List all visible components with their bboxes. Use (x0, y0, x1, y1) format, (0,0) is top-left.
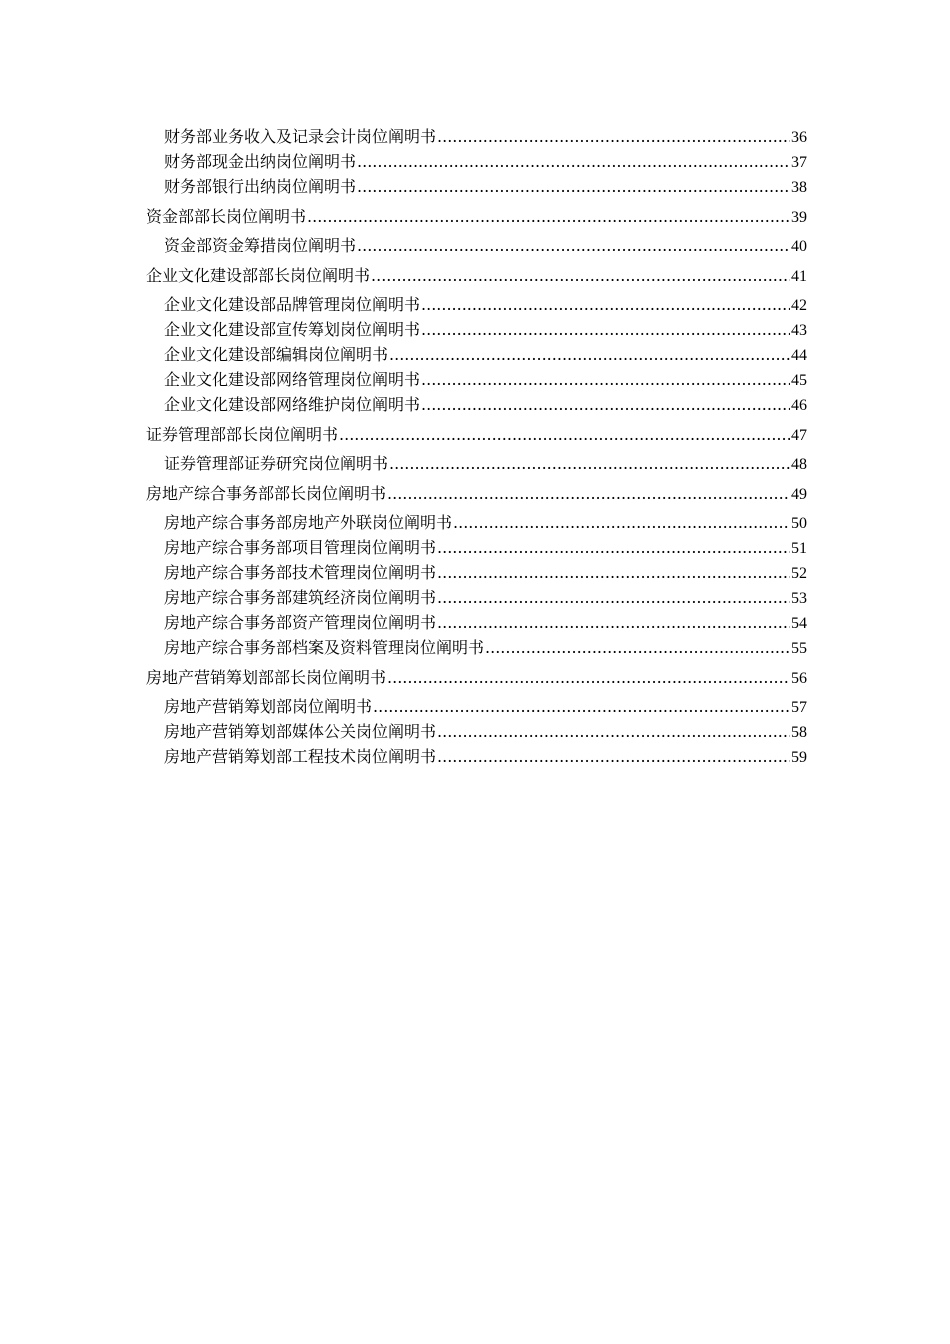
toc-dot-leader (357, 174, 790, 199)
toc-page-number: 50 (791, 515, 807, 532)
toc-entry-title: 财务部业务收入及记录会计岗位阐明书 (164, 127, 437, 146)
toc-dot-leader (421, 317, 790, 342)
toc-entry-title: 资金部资金筹措岗位阐明书 (164, 236, 357, 255)
toc-dot-leader (389, 451, 790, 476)
toc-dot-leader (437, 744, 790, 769)
toc-entry-title: 房地产综合事务部资产管理岗位阐明书 (164, 613, 437, 632)
toc-dot-leader (307, 204, 790, 229)
toc-entry-subsection[interactable] (146, 124, 807, 149)
toc-page-number: 46 (791, 397, 807, 414)
toc-dot-leader (387, 481, 790, 506)
toc-entry-subsection[interactable] (146, 451, 807, 476)
toc-page-number: 49 (791, 486, 807, 503)
toc-entry-section[interactable] (146, 481, 807, 506)
toc-entry-subsection[interactable] (146, 233, 807, 258)
toc-dot-leader (437, 610, 790, 635)
toc-entry-title: 房地产综合事务部项目管理岗位阐明书 (164, 538, 437, 557)
toc-dot-leader (357, 233, 790, 258)
toc-entry-title: 房地产综合事务部技术管理岗位阐明书 (164, 563, 437, 582)
toc-page-number: 41 (791, 268, 807, 285)
toc-page-number: 57 (791, 699, 807, 716)
toc-entry-title: 企业文化建设部网络维护岗位阐明书 (164, 395, 421, 414)
toc-dot-leader (437, 585, 790, 610)
toc-page-number: 36 (791, 129, 807, 146)
toc-dot-leader (357, 149, 790, 174)
toc-page-number: 59 (791, 749, 807, 766)
toc-entry-subsection[interactable] (146, 535, 807, 560)
toc-page-number: 42 (791, 297, 807, 314)
toc-page-number: 37 (791, 154, 807, 171)
toc-dot-leader (389, 342, 790, 367)
toc-dot-leader (371, 263, 790, 288)
toc-entry-title: 房地产营销筹划部媒体公关岗位阐明书 (164, 722, 437, 741)
toc-entry-subsection[interactable] (146, 317, 807, 342)
toc-page-number: 44 (791, 347, 807, 364)
toc-entry-subsection[interactable] (146, 744, 807, 769)
toc-dot-leader (387, 665, 790, 690)
toc-entry-title: 房地产营销筹划部工程技术岗位阐明书 (164, 747, 437, 766)
toc-entry-title: 房地产综合事务部房地产外联岗位阐明书 (164, 513, 453, 532)
toc-page-number: 38 (791, 179, 807, 196)
toc-entry-subsection[interactable] (146, 149, 807, 174)
toc-page-number: 47 (791, 427, 807, 444)
toc-page-number: 53 (791, 590, 807, 607)
toc-entry-title: 资金部部长岗位阐明书 (146, 207, 307, 226)
table-of-contents (146, 124, 807, 769)
toc-dot-leader (485, 635, 790, 660)
toc-entry-subsection[interactable] (146, 635, 807, 660)
toc-entry-section[interactable] (146, 665, 807, 690)
toc-entry-title: 财务部银行出纳岗位阐明书 (164, 177, 357, 196)
toc-dot-leader (421, 367, 790, 392)
toc-page-number: 54 (791, 615, 807, 632)
toc-entry-title: 企业文化建设部部长岗位阐明书 (146, 266, 371, 285)
toc-entry-title: 房地产营销筹划部部长岗位阐明书 (146, 668, 387, 687)
toc-entry-title: 企业文化建设部编辑岗位阐明书 (164, 345, 389, 364)
toc-entry-title: 房地产综合事务部部长岗位阐明书 (146, 484, 387, 503)
toc-entry-section[interactable] (146, 422, 807, 447)
toc-page-number: 56 (791, 670, 807, 687)
toc-dot-leader (437, 535, 790, 560)
toc-entry-title: 财务部现金出纳岗位阐明书 (164, 152, 357, 171)
toc-page-number: 40 (791, 238, 807, 255)
toc-entry-section[interactable] (146, 263, 807, 288)
toc-entry-title: 证券管理部证券研究岗位阐明书 (164, 454, 389, 473)
toc-page-number: 45 (791, 372, 807, 389)
toc-entry-subsection[interactable] (146, 719, 807, 744)
toc-entry-title: 房地产综合事务部档案及资料管理岗位阐明书 (164, 638, 485, 657)
toc-entry-title: 房地产综合事务部建筑经济岗位阐明书 (164, 588, 437, 607)
toc-entry-subsection[interactable] (146, 560, 807, 585)
toc-entry-title: 房地产营销筹划部岗位阐明书 (164, 697, 373, 716)
toc-dot-leader (453, 510, 790, 535)
toc-page-number: 48 (791, 456, 807, 473)
toc-entry-subsection[interactable] (146, 585, 807, 610)
toc-page-number: 58 (791, 724, 807, 741)
toc-page-number: 43 (791, 322, 807, 339)
toc-page-number: 52 (791, 565, 807, 582)
toc-page-number: 51 (791, 540, 807, 557)
toc-entry-title: 企业文化建设部品牌管理岗位阐明书 (164, 295, 421, 314)
toc-entry-subsection[interactable] (146, 510, 807, 535)
toc-dot-leader (421, 292, 790, 317)
toc-dot-leader (437, 124, 790, 149)
toc-page-number: 55 (791, 640, 807, 657)
toc-dot-leader (373, 694, 790, 719)
toc-entry-subsection[interactable] (146, 610, 807, 635)
toc-entry-subsection[interactable] (146, 342, 807, 367)
toc-dot-leader (437, 719, 790, 744)
toc-dot-leader (339, 422, 790, 447)
toc-entry-subsection[interactable] (146, 292, 807, 317)
toc-entry-subsection[interactable] (146, 392, 807, 417)
toc-entry-subsection[interactable] (146, 174, 807, 199)
toc-page-number: 39 (791, 209, 807, 226)
toc-entry-subsection[interactable] (146, 694, 807, 719)
toc-entry-title: 企业文化建设部网络管理岗位阐明书 (164, 370, 421, 389)
toc-entry-title: 企业文化建设部宣传筹划岗位阐明书 (164, 320, 421, 339)
toc-entry-title: 证券管理部部长岗位阐明书 (146, 425, 339, 444)
toc-entry-subsection[interactable] (146, 367, 807, 392)
toc-dot-leader (437, 560, 790, 585)
toc-dot-leader (421, 392, 790, 417)
toc-entry-section[interactable] (146, 204, 807, 229)
